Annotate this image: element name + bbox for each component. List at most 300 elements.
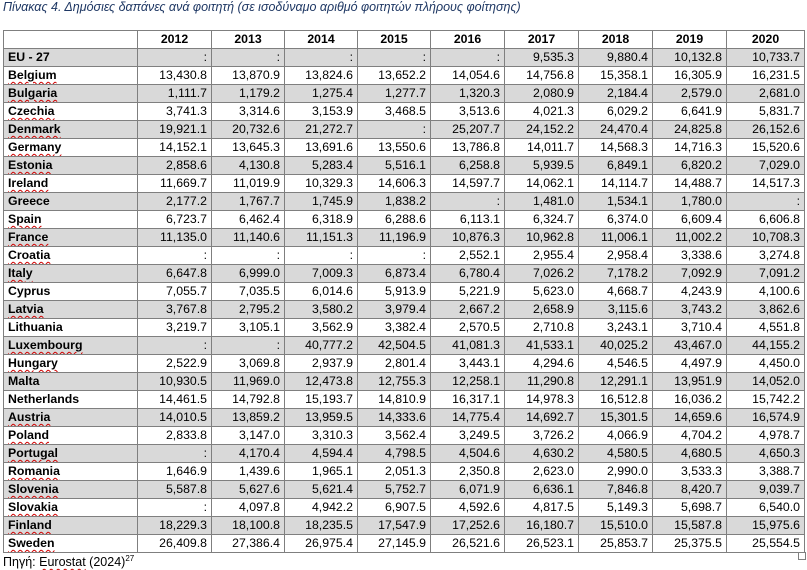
value-cell: : bbox=[285, 247, 358, 265]
value-cell: 24,470.4 bbox=[579, 121, 653, 139]
value-cell: 20,732.6 bbox=[212, 121, 285, 139]
value-cell: 7,029.0 bbox=[727, 157, 805, 175]
value-cell: 15,358.1 bbox=[579, 67, 653, 85]
value-cell: 2,522.9 bbox=[138, 355, 212, 373]
year-header-2018: 2018 bbox=[579, 31, 653, 49]
value-cell: 25,554.5 bbox=[727, 535, 805, 553]
value-cell: 16,574.9 bbox=[727, 409, 805, 427]
value-cell: 1,838.2 bbox=[358, 193, 431, 211]
value-cell: 2,184.4 bbox=[579, 85, 653, 103]
table-row bbox=[4, 247, 805, 265]
value-cell: 5,627.6 bbox=[212, 481, 285, 499]
country-name: Belgium bbox=[8, 68, 57, 82]
value-cell: 40,777.2 bbox=[285, 337, 358, 355]
value-cell: 10,733.7 bbox=[727, 49, 805, 67]
value-cell: 6,820.2 bbox=[653, 157, 727, 175]
value-cell: 3,741.3 bbox=[138, 103, 212, 121]
table-row bbox=[4, 265, 805, 283]
value-cell: 11,290.8 bbox=[505, 373, 579, 391]
country-name: Romania bbox=[8, 464, 60, 478]
country-cell bbox=[4, 301, 138, 319]
value-cell: 2,623.0 bbox=[505, 463, 579, 481]
country-cell bbox=[4, 463, 138, 481]
value-cell: 4,243.9 bbox=[653, 283, 727, 301]
value-cell: 6,029.2 bbox=[579, 103, 653, 121]
table-row bbox=[4, 355, 805, 373]
country-cell bbox=[4, 355, 138, 373]
value-cell: 3,069.8 bbox=[212, 355, 285, 373]
value-cell: 4,450.0 bbox=[727, 355, 805, 373]
country-cell bbox=[4, 157, 138, 175]
value-cell: 6,641.9 bbox=[653, 103, 727, 121]
source-year: (2024) bbox=[85, 555, 126, 570]
value-cell: 1,780.0 bbox=[653, 193, 727, 211]
value-cell: 2,177.2 bbox=[138, 193, 212, 211]
value-cell: 11,019.9 bbox=[212, 175, 285, 193]
footnote-ref: 27 bbox=[125, 554, 135, 563]
value-cell: 21,272.7 bbox=[285, 121, 358, 139]
value-cell: 19,921.1 bbox=[138, 121, 212, 139]
value-cell: 44,155.2 bbox=[727, 337, 805, 355]
value-cell: : bbox=[212, 49, 285, 67]
value-cell: : bbox=[138, 499, 212, 517]
value-cell: : bbox=[727, 193, 805, 211]
value-cell: 1,179.2 bbox=[212, 85, 285, 103]
value-cell: 6,849.1 bbox=[579, 157, 653, 175]
table-row bbox=[4, 49, 805, 67]
value-cell: 7,091.2 bbox=[727, 265, 805, 283]
value-cell: 7,178.2 bbox=[579, 265, 653, 283]
value-cell: 7,055.7 bbox=[138, 283, 212, 301]
table-row bbox=[4, 499, 805, 517]
country-cell bbox=[4, 337, 138, 355]
value-cell: 3,726.2 bbox=[505, 427, 579, 445]
value-cell: 26,523.1 bbox=[505, 535, 579, 553]
value-cell: 27,145.9 bbox=[358, 535, 431, 553]
table-row bbox=[4, 301, 805, 319]
value-cell: 13,870.9 bbox=[212, 67, 285, 85]
value-cell: 14,606.3 bbox=[358, 175, 431, 193]
value-cell: 14,114.7 bbox=[579, 175, 653, 193]
value-cell: 4,817.5 bbox=[505, 499, 579, 517]
country-name: Czechia bbox=[8, 104, 55, 118]
table-row bbox=[4, 427, 805, 445]
value-cell: 1,275.4 bbox=[285, 85, 358, 103]
value-cell: 6,723.7 bbox=[138, 211, 212, 229]
value-cell: 6,780.4 bbox=[431, 265, 505, 283]
value-cell: 13,859.2 bbox=[212, 409, 285, 427]
value-cell: 2,570.5 bbox=[431, 319, 505, 337]
table-row bbox=[4, 103, 805, 121]
value-cell: 6,462.4 bbox=[212, 211, 285, 229]
country-cell bbox=[4, 103, 138, 121]
value-cell: 5,516.1 bbox=[358, 157, 431, 175]
table-row bbox=[4, 463, 805, 481]
year-header-2013: 2013 bbox=[212, 31, 285, 49]
value-cell: 11,002.2 bbox=[653, 229, 727, 247]
value-cell: 15,975.6 bbox=[727, 517, 805, 535]
value-cell: 40,025.2 bbox=[579, 337, 653, 355]
country-cell bbox=[4, 175, 138, 193]
value-cell: : bbox=[138, 247, 212, 265]
table-row bbox=[4, 337, 805, 355]
value-cell: 11,140.6 bbox=[212, 229, 285, 247]
table-resize-handle[interactable] bbox=[798, 552, 806, 560]
value-cell: 9,039.7 bbox=[727, 481, 805, 499]
value-cell: : bbox=[285, 49, 358, 67]
value-cell: 4,580.5 bbox=[579, 445, 653, 463]
value-cell: 9,535.3 bbox=[505, 49, 579, 67]
table-row bbox=[4, 139, 805, 157]
value-cell: 2,937.9 bbox=[285, 355, 358, 373]
value-cell: 3,105.1 bbox=[212, 319, 285, 337]
value-cell: 12,291.1 bbox=[579, 373, 653, 391]
value-cell: 1,277.7 bbox=[358, 85, 431, 103]
value-cell: 14,488.7 bbox=[653, 175, 727, 193]
value-cell: 18,229.3 bbox=[138, 517, 212, 535]
value-cell: 6,071.9 bbox=[431, 481, 505, 499]
value-cell: 3,443.1 bbox=[431, 355, 505, 373]
value-cell: 14,010.5 bbox=[138, 409, 212, 427]
value-cell: 4,097.8 bbox=[212, 499, 285, 517]
table-row bbox=[4, 85, 805, 103]
table-row bbox=[4, 445, 805, 463]
value-cell: 3,147.0 bbox=[212, 427, 285, 445]
value-cell: 3,562.9 bbox=[285, 319, 358, 337]
value-cell: 2,579.0 bbox=[653, 85, 727, 103]
value-cell: 12,258.1 bbox=[431, 373, 505, 391]
country-name: Austria bbox=[8, 410, 51, 424]
country-cell bbox=[4, 373, 138, 391]
country-cell bbox=[4, 247, 138, 265]
value-cell: 3,767.8 bbox=[138, 301, 212, 319]
country-name: Poland bbox=[8, 428, 49, 442]
value-cell: 3,115.6 bbox=[579, 301, 653, 319]
value-cell: 14,062.1 bbox=[505, 175, 579, 193]
value-cell: 25,207.7 bbox=[431, 121, 505, 139]
country-cell bbox=[4, 49, 138, 67]
value-cell: 1,767.7 bbox=[212, 193, 285, 211]
value-cell: 6,540.0 bbox=[727, 499, 805, 517]
value-cell: 1,111.7 bbox=[138, 85, 212, 103]
value-cell: 13,645.3 bbox=[212, 139, 285, 157]
value-cell: 2,350.8 bbox=[431, 463, 505, 481]
country-cell bbox=[4, 193, 138, 211]
value-cell: : bbox=[358, 247, 431, 265]
value-cell: 6,318.9 bbox=[285, 211, 358, 229]
value-cell: 3,562.4 bbox=[358, 427, 431, 445]
value-cell: 6,907.5 bbox=[358, 499, 431, 517]
country-name: EU - 27 bbox=[8, 50, 50, 64]
value-cell: 11,196.9 bbox=[358, 229, 431, 247]
value-cell: 4,504.6 bbox=[431, 445, 505, 463]
value-cell: 14,978.3 bbox=[505, 391, 579, 409]
country-cell bbox=[4, 229, 138, 247]
expenditure-table bbox=[3, 30, 805, 553]
value-cell: 13,691.6 bbox=[285, 139, 358, 157]
value-cell: 14,792.8 bbox=[212, 391, 285, 409]
value-cell: 13,430.8 bbox=[138, 67, 212, 85]
value-cell: 2,080.9 bbox=[505, 85, 579, 103]
value-cell: 7,009.3 bbox=[285, 265, 358, 283]
country-cell bbox=[4, 319, 138, 337]
country-cell bbox=[4, 85, 138, 103]
value-cell: 15,520.6 bbox=[727, 139, 805, 157]
value-cell: 10,876.3 bbox=[431, 229, 505, 247]
country-name: Malta bbox=[8, 374, 40, 388]
value-cell: 5,283.4 bbox=[285, 157, 358, 175]
value-cell: 5,587.8 bbox=[138, 481, 212, 499]
value-cell: 5,698.7 bbox=[653, 499, 727, 517]
value-cell: 5,149.3 bbox=[579, 499, 653, 517]
value-cell: 18,100.8 bbox=[212, 517, 285, 535]
country-name: Lithuania bbox=[8, 320, 63, 334]
value-cell: 5,623.0 bbox=[505, 283, 579, 301]
value-cell: 1,646.9 bbox=[138, 463, 212, 481]
value-cell: 6,636.1 bbox=[505, 481, 579, 499]
value-cell: 10,329.3 bbox=[285, 175, 358, 193]
country-name: Latvia bbox=[8, 302, 44, 316]
value-cell: 41,081.3 bbox=[431, 337, 505, 355]
value-cell: 2,801.4 bbox=[358, 355, 431, 373]
value-cell: 12,755.3 bbox=[358, 373, 431, 391]
year-header-2015: 2015 bbox=[358, 31, 431, 49]
header-row bbox=[4, 31, 805, 49]
value-cell: 6,647.8 bbox=[138, 265, 212, 283]
value-cell: 25,853.7 bbox=[579, 535, 653, 553]
value-cell: 1,320.3 bbox=[431, 85, 505, 103]
value-cell: 5,221.9 bbox=[431, 283, 505, 301]
value-cell: 1,534.1 bbox=[579, 193, 653, 211]
value-cell: 3,862.6 bbox=[727, 301, 805, 319]
value-cell: : bbox=[138, 445, 212, 463]
value-cell: 13,786.8 bbox=[431, 139, 505, 157]
value-cell: 16,512.8 bbox=[579, 391, 653, 409]
value-cell: 11,969.0 bbox=[212, 373, 285, 391]
table-row bbox=[4, 517, 805, 535]
value-cell: 10,930.5 bbox=[138, 373, 212, 391]
value-cell: 2,958.4 bbox=[579, 247, 653, 265]
value-cell: 10,962.8 bbox=[505, 229, 579, 247]
value-cell: 8,420.7 bbox=[653, 481, 727, 499]
value-cell: 13,652.2 bbox=[358, 67, 431, 85]
value-cell: 14,692.7 bbox=[505, 409, 579, 427]
value-cell: 3,249.5 bbox=[431, 427, 505, 445]
table-row bbox=[4, 391, 805, 409]
country-cell bbox=[4, 517, 138, 535]
value-cell: 4,551.8 bbox=[727, 319, 805, 337]
value-cell: 1,439.6 bbox=[212, 463, 285, 481]
value-cell: 16,180.7 bbox=[505, 517, 579, 535]
country-name: Cyprus bbox=[8, 284, 51, 298]
value-cell: 7,846.8 bbox=[579, 481, 653, 499]
country-cell bbox=[4, 391, 138, 409]
value-cell: 3,468.5 bbox=[358, 103, 431, 121]
country-name: Estonia bbox=[8, 158, 53, 172]
value-cell: 2,667.2 bbox=[431, 301, 505, 319]
value-cell: 3,580.2 bbox=[285, 301, 358, 319]
value-cell: 3,743.2 bbox=[653, 301, 727, 319]
value-cell: 13,550.6 bbox=[358, 139, 431, 157]
value-cell: 9,880.4 bbox=[579, 49, 653, 67]
value-cell: 2,795.2 bbox=[212, 301, 285, 319]
value-cell: 14,517.3 bbox=[727, 175, 805, 193]
value-cell: 4,594.4 bbox=[285, 445, 358, 463]
year-header-2020: 2020 bbox=[727, 31, 805, 49]
value-cell: 26,409.8 bbox=[138, 535, 212, 553]
year-header-2019: 2019 bbox=[653, 31, 727, 49]
value-cell: 4,546.5 bbox=[579, 355, 653, 373]
value-cell: 2,658.9 bbox=[505, 301, 579, 319]
country-cell bbox=[4, 265, 138, 283]
country-cell bbox=[4, 481, 138, 499]
value-cell: 3,710.4 bbox=[653, 319, 727, 337]
value-cell: 14,659.6 bbox=[653, 409, 727, 427]
value-cell: 26,521.6 bbox=[431, 535, 505, 553]
value-cell: : bbox=[212, 337, 285, 355]
value-cell: 3,338.6 bbox=[653, 247, 727, 265]
country-cell bbox=[4, 67, 138, 85]
table-row bbox=[4, 535, 805, 553]
value-cell: 6,873.4 bbox=[358, 265, 431, 283]
value-cell: 17,547.9 bbox=[358, 517, 431, 535]
value-cell: 14,333.6 bbox=[358, 409, 431, 427]
value-cell: 4,978.7 bbox=[727, 427, 805, 445]
table-row bbox=[4, 373, 805, 391]
value-cell: 5,752.7 bbox=[358, 481, 431, 499]
table-row bbox=[4, 193, 805, 211]
country-name: Italy bbox=[8, 266, 33, 280]
value-cell: 4,798.5 bbox=[358, 445, 431, 463]
value-cell: 4,066.9 bbox=[579, 427, 653, 445]
country-name: Germany bbox=[8, 140, 62, 154]
header-corner-cell bbox=[4, 31, 138, 49]
value-cell: 18,235.5 bbox=[285, 517, 358, 535]
country-name: Bulgaria bbox=[8, 86, 58, 100]
value-cell: 14,052.0 bbox=[727, 373, 805, 391]
country-name: Ireland bbox=[8, 176, 49, 190]
value-cell: 1,965.1 bbox=[285, 463, 358, 481]
value-cell: 3,219.7 bbox=[138, 319, 212, 337]
country-cell bbox=[4, 283, 138, 301]
table-row bbox=[4, 283, 805, 301]
value-cell: 15,742.2 bbox=[727, 391, 805, 409]
value-cell: 26,975.4 bbox=[285, 535, 358, 553]
table-caption: Πίνακας 4. Δημόσιες δαπάνες ανά φοιτητή (σε ισοδύναμο αριθμό φοιτητών πλήρους φοίτησης) bbox=[3, 0, 521, 14]
value-cell: 14,461.5 bbox=[138, 391, 212, 409]
value-cell: 7,035.5 bbox=[212, 283, 285, 301]
table-row bbox=[4, 121, 805, 139]
value-cell: : bbox=[358, 121, 431, 139]
value-cell: 4,130.8 bbox=[212, 157, 285, 175]
country-cell bbox=[4, 445, 138, 463]
value-cell: 4,170.4 bbox=[212, 445, 285, 463]
value-cell: 14,756.8 bbox=[505, 67, 579, 85]
value-cell: 2,955.4 bbox=[505, 247, 579, 265]
value-cell: 15,587.8 bbox=[653, 517, 727, 535]
value-cell: 5,831.7 bbox=[727, 103, 805, 121]
value-cell: 5,621.4 bbox=[285, 481, 358, 499]
value-cell: 4,100.6 bbox=[727, 283, 805, 301]
value-cell: 6,324.7 bbox=[505, 211, 579, 229]
value-cell: 11,669.7 bbox=[138, 175, 212, 193]
value-cell: 4,497.9 bbox=[653, 355, 727, 373]
value-cell: 14,810.9 bbox=[358, 391, 431, 409]
value-cell: 2,990.0 bbox=[579, 463, 653, 481]
value-cell: 6,609.4 bbox=[653, 211, 727, 229]
country-name: Hungary bbox=[8, 356, 58, 370]
country-name: Portugal bbox=[8, 446, 58, 460]
value-cell: : bbox=[212, 247, 285, 265]
value-cell: 6,999.0 bbox=[212, 265, 285, 283]
table-row bbox=[4, 481, 805, 499]
value-cell: 2,681.0 bbox=[727, 85, 805, 103]
country-cell bbox=[4, 499, 138, 517]
value-cell: 2,710.8 bbox=[505, 319, 579, 337]
value-cell: 3,513.6 bbox=[431, 103, 505, 121]
value-cell: 6,113.1 bbox=[431, 211, 505, 229]
value-cell: 14,716.3 bbox=[653, 139, 727, 157]
country-name: Luxembourg bbox=[8, 338, 83, 352]
value-cell: 10,708.3 bbox=[727, 229, 805, 247]
value-cell: 27,386.4 bbox=[212, 535, 285, 553]
value-cell: 3,310.3 bbox=[285, 427, 358, 445]
value-cell: 4,680.5 bbox=[653, 445, 727, 463]
value-cell: 6,374.0 bbox=[579, 211, 653, 229]
value-cell: : bbox=[358, 49, 431, 67]
country-cell bbox=[4, 409, 138, 427]
value-cell: : bbox=[138, 49, 212, 67]
value-cell: 11,006.1 bbox=[579, 229, 653, 247]
value-cell: 1,745.9 bbox=[285, 193, 358, 211]
value-cell: 13,951.9 bbox=[653, 373, 727, 391]
value-cell: 6,014.6 bbox=[285, 283, 358, 301]
table-row bbox=[4, 229, 805, 247]
value-cell: 2,858.6 bbox=[138, 157, 212, 175]
value-cell: 6,258.8 bbox=[431, 157, 505, 175]
value-cell: 15,193.7 bbox=[285, 391, 358, 409]
value-cell: 4,942.2 bbox=[285, 499, 358, 517]
year-header-2016: 2016 bbox=[431, 31, 505, 49]
value-cell: 3,382.4 bbox=[358, 319, 431, 337]
value-cell: 7,092.9 bbox=[653, 265, 727, 283]
country-name: Finland bbox=[8, 518, 52, 532]
value-cell: 4,294.6 bbox=[505, 355, 579, 373]
value-cell: 3,979.4 bbox=[358, 301, 431, 319]
value-cell: 13,959.5 bbox=[285, 409, 358, 427]
value-cell: 2,051.3 bbox=[358, 463, 431, 481]
value-cell: 42,504.5 bbox=[358, 337, 431, 355]
value-cell: 16,317.1 bbox=[431, 391, 505, 409]
value-cell: 3,388.7 bbox=[727, 463, 805, 481]
value-cell: 14,054.6 bbox=[431, 67, 505, 85]
country-name: Greece bbox=[8, 194, 50, 208]
value-cell: 10,132.8 bbox=[653, 49, 727, 67]
value-cell: 3,243.1 bbox=[579, 319, 653, 337]
value-cell: 14,568.3 bbox=[579, 139, 653, 157]
country-name: Netherlands bbox=[8, 392, 80, 406]
value-cell: : bbox=[431, 193, 505, 211]
value-cell: 15,301.5 bbox=[579, 409, 653, 427]
value-cell: 2,552.1 bbox=[431, 247, 505, 265]
value-cell: 17,252.6 bbox=[431, 517, 505, 535]
value-cell: 4,704.2 bbox=[653, 427, 727, 445]
country-name: Denmark bbox=[8, 122, 61, 136]
value-cell: 16,036.2 bbox=[653, 391, 727, 409]
value-cell: 3,314.6 bbox=[212, 103, 285, 121]
country-cell bbox=[4, 211, 138, 229]
year-header-2014: 2014 bbox=[285, 31, 358, 49]
